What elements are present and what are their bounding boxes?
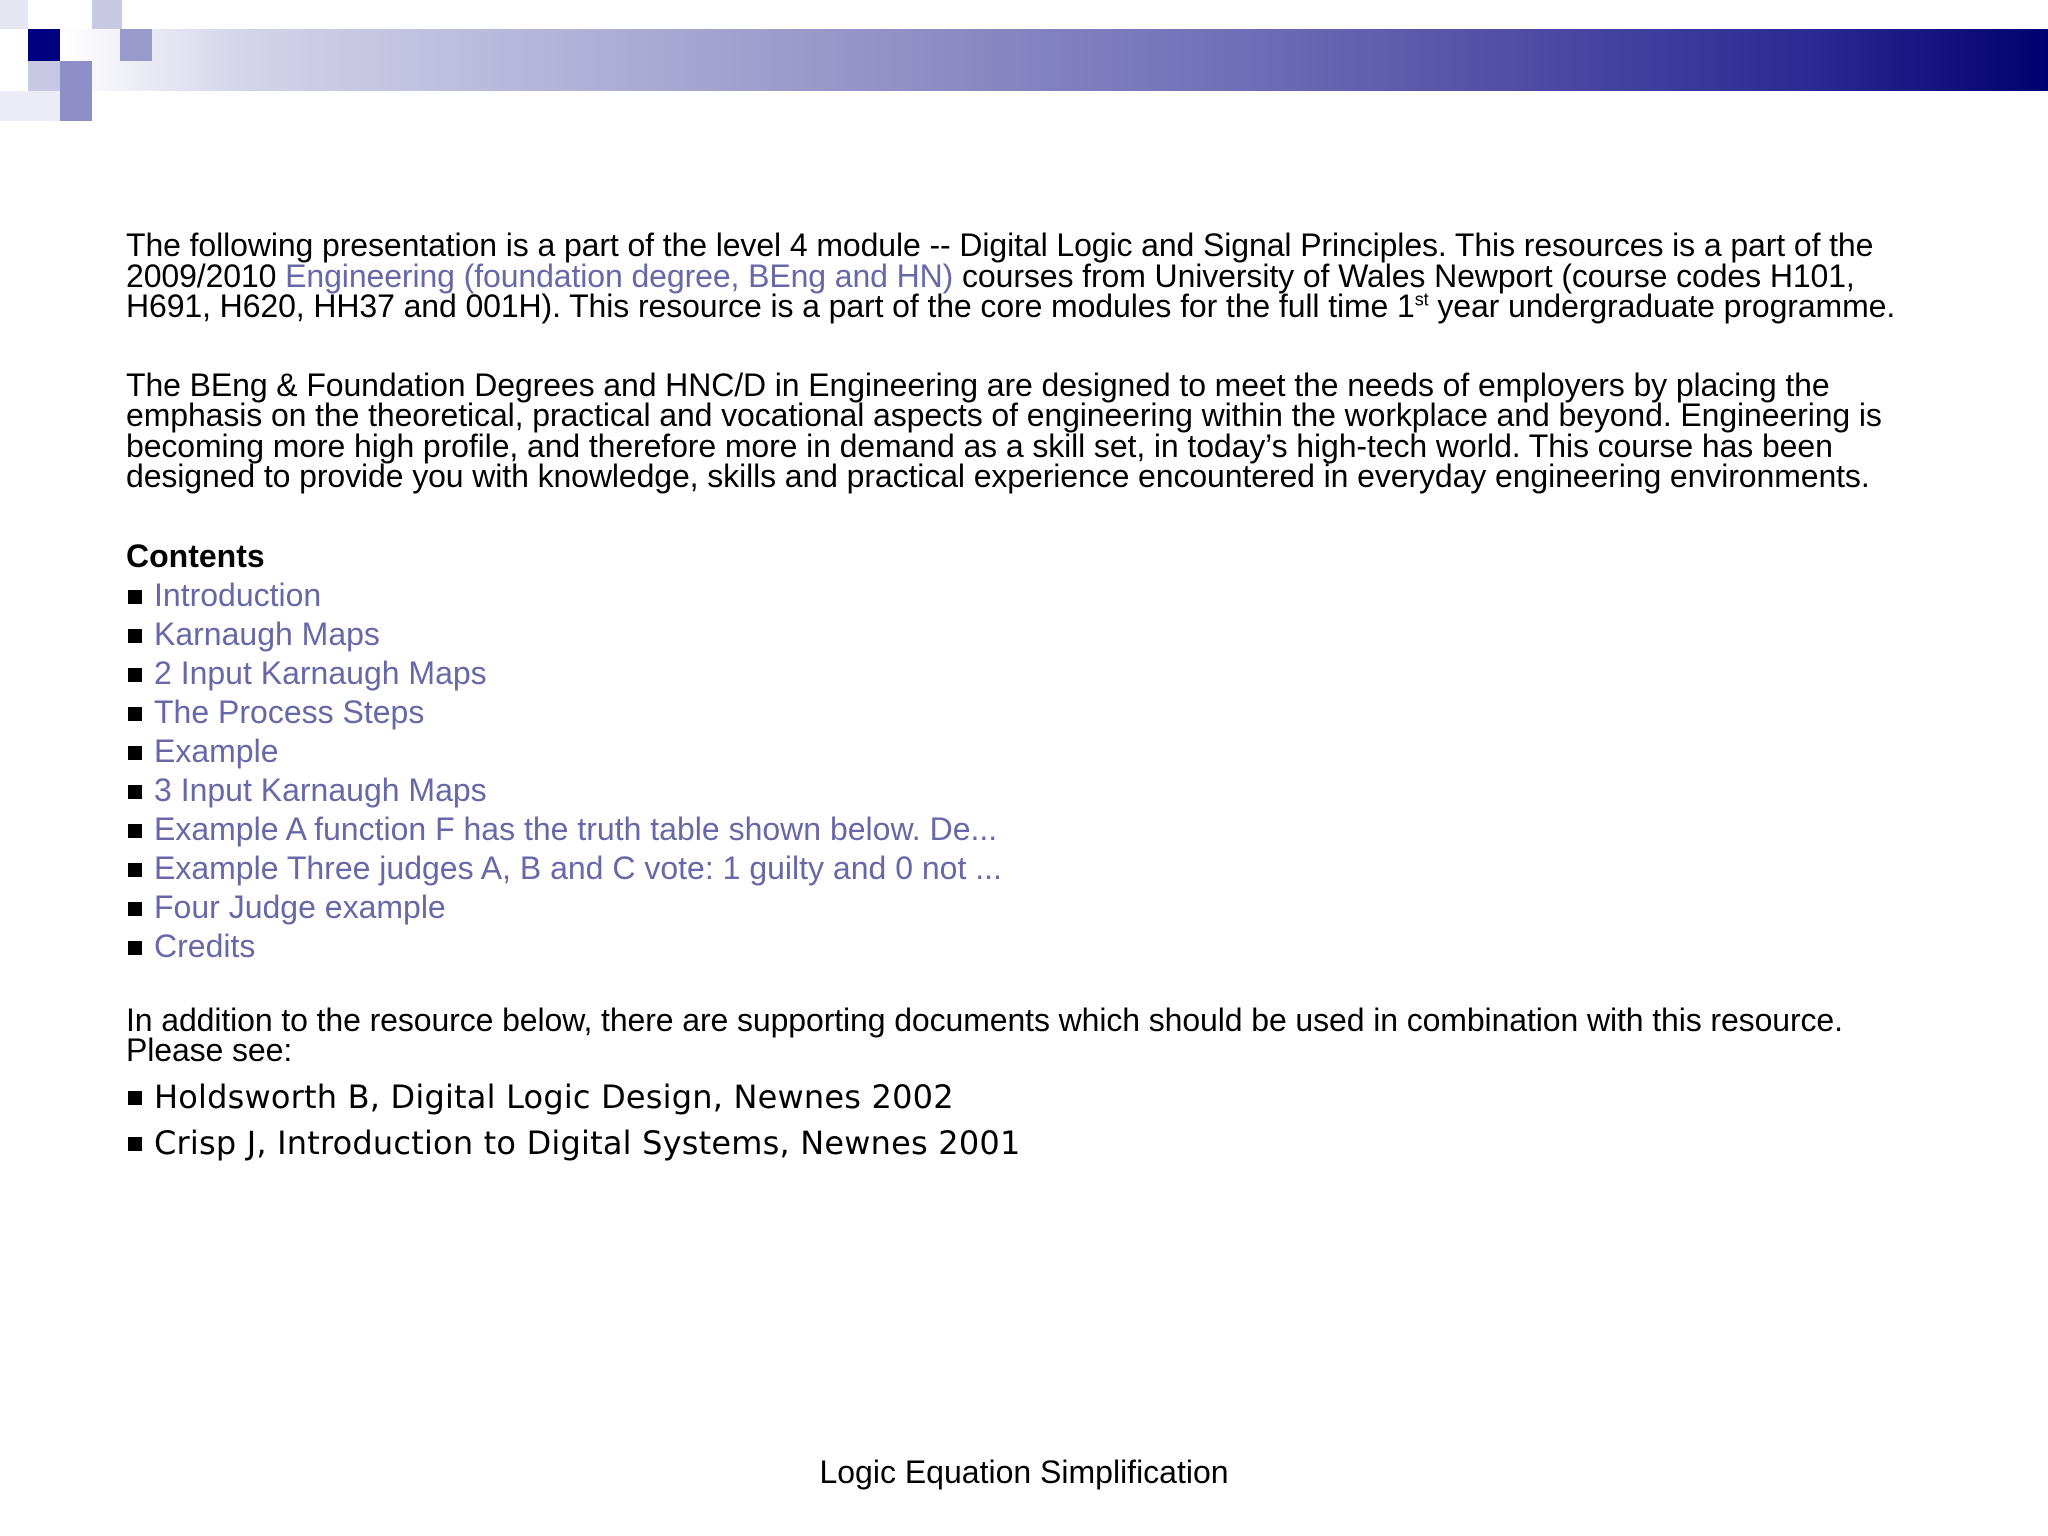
square-bullet-icon: [128, 941, 142, 955]
slide-footer: Logic Equation Simplification: [819, 1454, 1229, 1490]
contents-item-2-input-karnaugh-maps[interactable]: [126, 654, 1926, 693]
square-bullet-icon: [128, 902, 142, 916]
additional-resources-text: In addition to the resource below, there are supporting documents which should be used in combination with this resource. Please see:: [126, 1001, 1843, 1068]
square-bullet-icon: [128, 1137, 142, 1151]
square-bullet-icon: [128, 785, 142, 799]
contents-item-introduction[interactable]: [126, 576, 1926, 615]
header-decor-square: [60, 61, 92, 92]
contents-item-credits[interactable]: [126, 927, 1926, 966]
square-bullet-icon: [128, 668, 142, 682]
contents-item-example-function-f[interactable]: [126, 810, 1926, 849]
engineering-courses-link[interactable]: Engineering (foundation degree, BEng and HN): [285, 257, 954, 294]
reference-item: [126, 1074, 1926, 1120]
intro-text-part1: The following presentation is a part of the level 4 module -- Digital Logic and Signal Principles. This resources is a part of the 2009/2010: [126, 227, 1874, 294]
contents-item-process-steps[interactable]: [126, 693, 1926, 732]
reference-text: Crisp J, Introduction to Digital Systems, Newnes 2001: [154, 1123, 1021, 1162]
header-decor-square: [0, 0, 28, 29]
contents-item-example[interactable]: [126, 732, 1926, 771]
contents-item-example-three-judges[interactable]: [126, 849, 1926, 888]
header-decor-square: [120, 29, 152, 61]
contents-item-karnaugh-maps[interactable]: [126, 615, 1926, 654]
contents-link[interactable]: The Process Steps: [154, 693, 425, 730]
contents-link[interactable]: 2 Input Karnaugh Maps: [154, 654, 487, 691]
header-decor-square: [92, 0, 122, 29]
square-bullet-icon: [128, 590, 142, 604]
contents-item-four-judge-example[interactable]: [126, 888, 1926, 927]
additional-resources-paragraph: [126, 1001, 1926, 1068]
description-paragraph: The BEng & Foundation Degrees and HNC/D in Engineering are designed to meet the needs of employers by placing the emphasis on the theoretical, practical and vocational aspects of engineering within the workplace and beyond. Engineering is becoming more high profile, and therefore more in demand as a skill set, in today’s high-tech world. This course has been designed to provide you with knowledge, skills and practical experience encountered in everyday engineering environments.: [126, 366, 1882, 494]
contents-link[interactable]: Four Judge example: [154, 888, 446, 925]
square-bullet-icon: [128, 1091, 142, 1105]
slide-content: [126, 227, 1926, 1166]
contents-heading: Contents: [126, 537, 265, 574]
square-bullet-icon: [128, 707, 142, 721]
contents-link[interactable]: 3 Input Karnaugh Maps: [154, 771, 487, 808]
contents-link[interactable]: Example A function F has the truth table shown below. De...: [154, 810, 998, 847]
square-bullet-icon: [128, 863, 142, 877]
reference-text: Holdsworth B, Digital Logic Design, Newnes 2002: [154, 1077, 954, 1116]
header-decor-square: [28, 61, 60, 91]
reference-item: [126, 1120, 1926, 1166]
header-decor-square: [60, 91, 92, 121]
header-gradient-bar: [0, 29, 2048, 91]
contents-link[interactable]: Example Three judges A, B and C vote: 1 guilty and 0 not ...: [154, 849, 1002, 886]
contents-link[interactable]: Introduction: [154, 576, 322, 613]
intro-text-part2: courses from University of Wales Newport (course codes H101, H691, H620, HH37 and 001H). This resource is a part of the core modules for the full time 1: [126, 257, 1855, 324]
header-decor-square: [0, 91, 60, 121]
intro-paragraph: [126, 227, 1926, 324]
contents-list: [126, 576, 1926, 966]
intro-text-part3: year undergraduate programme.: [1428, 288, 1896, 324]
contents-item-3-input-karnaugh-maps[interactable]: [126, 771, 1926, 810]
square-bullet-icon: [128, 824, 142, 838]
square-bullet-icon: [128, 746, 142, 760]
references-list: [126, 1074, 1926, 1166]
superscript-st: st: [1414, 289, 1429, 310]
header-decor-square: [28, 29, 60, 61]
contents-link[interactable]: Karnaugh Maps: [154, 615, 380, 652]
contents-link[interactable]: Example: [154, 732, 279, 769]
square-bullet-icon: [128, 629, 142, 643]
contents-link[interactable]: Credits: [154, 927, 256, 964]
